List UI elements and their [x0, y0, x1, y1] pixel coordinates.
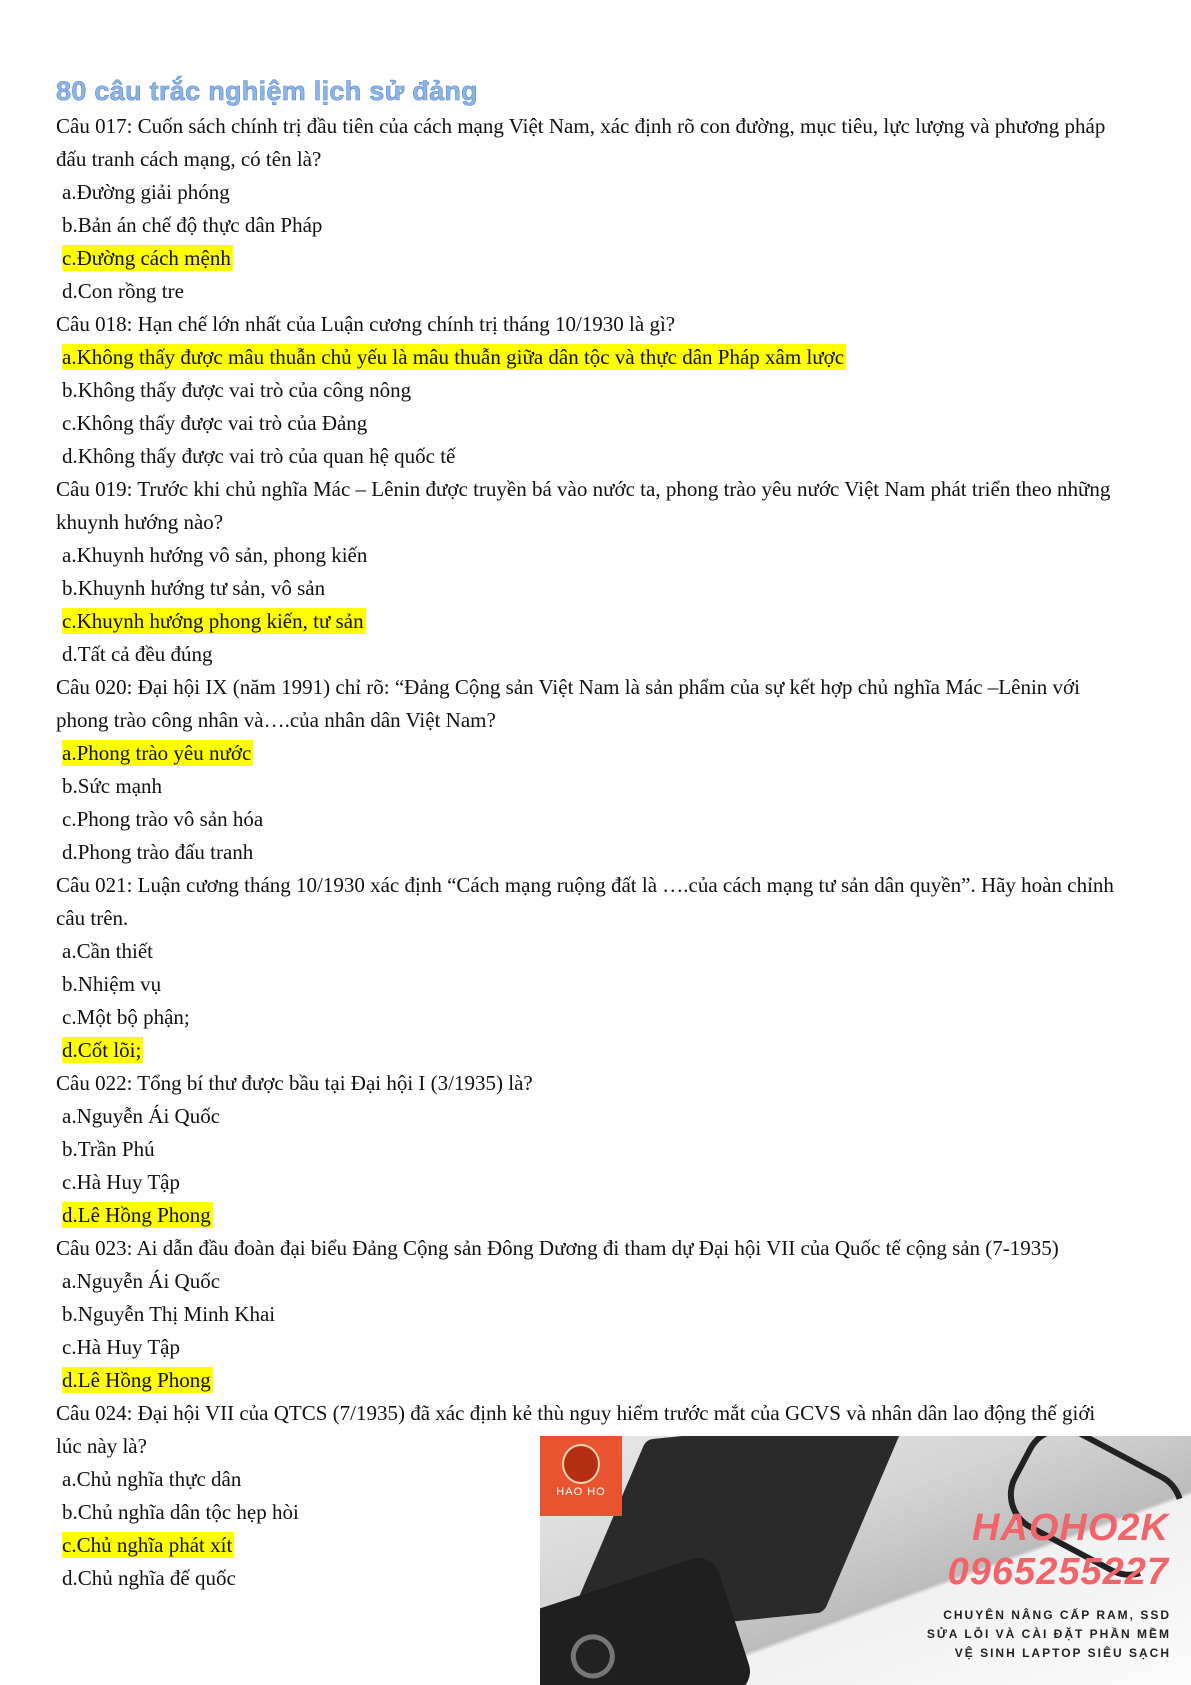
correct-answer-option [62, 1364, 1136, 1397]
answer-option-label: d.Cốt lõi; [62, 1038, 142, 1062]
correct-answer-option [62, 737, 1136, 770]
answer-option [62, 1100, 1136, 1133]
answer-option-label: c.Một bộ phận; [62, 1005, 190, 1029]
answer-option [62, 1265, 1136, 1298]
answer-option [62, 803, 1136, 836]
phone-camera-icon [565, 1629, 620, 1684]
answer-option [62, 176, 1136, 209]
answer-option-label: c.Phong trào vô sản hóa [62, 807, 264, 831]
hao-ho-logo [540, 1436, 622, 1516]
answer-option-label: c.Chủ nghĩa phát xít [62, 1533, 233, 1557]
answer-option [62, 440, 1136, 473]
answer-option-label: a.Nguyễn Ái Quốc [62, 1269, 221, 1293]
answer-option-label: b.Khuynh hướng tư sản, vô sản [62, 576, 326, 600]
question-text: Câu 017: Cuốn sách chính trị đầu tiên của cách mạng Việt Nam, xác định rõ con đường, mục tiêu, lực lượng và phương pháp đấu tranh cách mạng, có tên là? [56, 114, 1106, 171]
question-text: Câu 024: Đại hội VII của QTCS (7/1935) đã xác định kẻ thù nguy hiểm trước mắt của GCVS và nhân dân lao động thế giới lúc này là? [56, 1401, 1096, 1458]
ad-service-line: CHUYÊN NÂNG CẤP RAM, SSD [943, 1608, 1171, 1622]
answer-option [62, 935, 1136, 968]
answer-option-label: a.Chủ nghĩa thực dân [62, 1467, 242, 1491]
answer-option-label: b.Sức mạnh [62, 774, 163, 798]
answer-option [62, 638, 1136, 671]
answer-option-label: d.Tất cả đều đúng [62, 642, 213, 666]
answer-option [62, 209, 1136, 242]
ad-service-line: SỬA LỖI VÀ CÀI ĐẶT PHẦN MỀM [926, 1627, 1171, 1641]
answer-option-label: c.Hà Huy Tập [62, 1170, 180, 1194]
answer-option-label: d.Không thấy được vai trò của quan hệ quốc tế [62, 444, 456, 468]
answer-option [62, 572, 1136, 605]
answer-option-label: d.Lê Hồng Phong [62, 1368, 211, 1392]
question-text: Câu 020: Đại hội IX (năm 1991) chỉ rõ: “Đảng Cộng sản Việt Nam là sản phẩm của sự kết hợp chủ nghĩa Mác –Lênin với phong trào công nhân và….của nhân dân Việt Nam? [56, 675, 1080, 732]
correct-answer-option [62, 341, 1136, 374]
answer-option-label: d.Phong trào đấu tranh [62, 840, 254, 864]
answer-option-label: a.Khuynh hướng vô sản, phong kiến [62, 543, 368, 567]
answer-option-label: b.Nguyễn Thị Minh Khai [62, 1302, 276, 1326]
answer-option [62, 836, 1136, 869]
answer-option [62, 1166, 1136, 1199]
correct-answer-option [62, 1199, 1136, 1232]
correct-answer-option [62, 1034, 1136, 1067]
question-text: Câu 023: Ai dẫn đầu đoàn đại biểu Đảng Cộng sản Đông Dương đi tham dự Đại hội VII của Quốc tế cộng sản (7-1935) [56, 1236, 1059, 1260]
ad-phone: 0965255227 [947, 1551, 1169, 1593]
answer-option-label: b.Chủ nghĩa dân tộc hẹp hòi [62, 1500, 299, 1524]
answer-option-label: a.Cần thiết [62, 939, 153, 963]
question-text: Câu 018: Hạn chế lớn nhất của Luận cương chính trị tháng 10/1930 là gì? [56, 312, 676, 336]
answer-option [62, 1298, 1136, 1331]
answer-option-label: a.Nguyễn Ái Quốc [62, 1104, 221, 1128]
answer-option-label: a.Đường giải phóng [62, 180, 230, 204]
answer-option [62, 1133, 1136, 1166]
answer-option-label: d.Con rồng tre [62, 279, 184, 303]
correct-answer-option [62, 605, 1136, 638]
dragon-emblem-icon [562, 1444, 600, 1484]
ad-name: HAOHO2K [971, 1507, 1169, 1549]
question-list [56, 110, 1136, 1595]
answer-option [62, 275, 1136, 308]
answer-option [62, 770, 1136, 803]
answer-option-label: c.Không thấy được vai trò của Đảng [62, 411, 368, 435]
answer-option-label: b.Không thấy được vai trò của công nông [62, 378, 412, 402]
question-text: Câu 019: Trước khi chủ nghĩa Mác – Lênin được truyền bá vào nước ta, phong trào yêu nước Việt Nam phát triển theo những khuynh hướng nào? [56, 477, 1111, 534]
answer-option [62, 968, 1136, 1001]
answer-option-label: b.Nhiệm vụ [62, 972, 162, 996]
correct-answer-option [62, 242, 1136, 275]
advertisement-banner [540, 1436, 1191, 1685]
answer-option-label: c.Hà Huy Tập [62, 1335, 180, 1359]
ad-contact [948, 1506, 1169, 1594]
document-title: 80 câu trắc nghiệm lịch sử đảng [56, 76, 478, 106]
answer-option-label: c.Đường cách mệnh [62, 246, 231, 270]
answer-option [62, 539, 1136, 572]
answer-option [62, 374, 1136, 407]
question-text: Câu 022: Tổng bí thư được bầu tại Đại hội I (3/1935) là? [56, 1071, 533, 1095]
ad-services [927, 1606, 1171, 1663]
answer-option-label: a.Phong trào yêu nước [62, 741, 252, 765]
ad-service-line: VỆ SINH LAPTOP SIÊU SẠCH [954, 1646, 1171, 1660]
answer-option-label: b.Bản án chế độ thực dân Pháp [62, 213, 323, 237]
answer-option-label: c.Khuynh hướng phong kiến, tư sản [62, 609, 364, 633]
answer-option [62, 1331, 1136, 1364]
answer-option-label: d.Chủ nghĩa đế quốc [62, 1566, 236, 1590]
answer-option-label: d.Lê Hồng Phong [62, 1203, 211, 1227]
logo-text: HAO HO [556, 1486, 606, 1498]
answer-option-label: a.Không thấy được mâu thuẫn chủ yếu là mâu thuẫn giữa dân tộc và thực dân Pháp xâm lược [62, 345, 845, 369]
answer-option-label: b.Trần Phú [62, 1137, 155, 1161]
question-text: Câu 021: Luận cương tháng 10/1930 xác định “Cách mạng ruộng đất là ….của cách mạng tư sản dân quyền”. Hãy hoàn chỉnh câu trên. [56, 873, 1114, 930]
answer-option [62, 1001, 1136, 1034]
answer-option [62, 407, 1136, 440]
